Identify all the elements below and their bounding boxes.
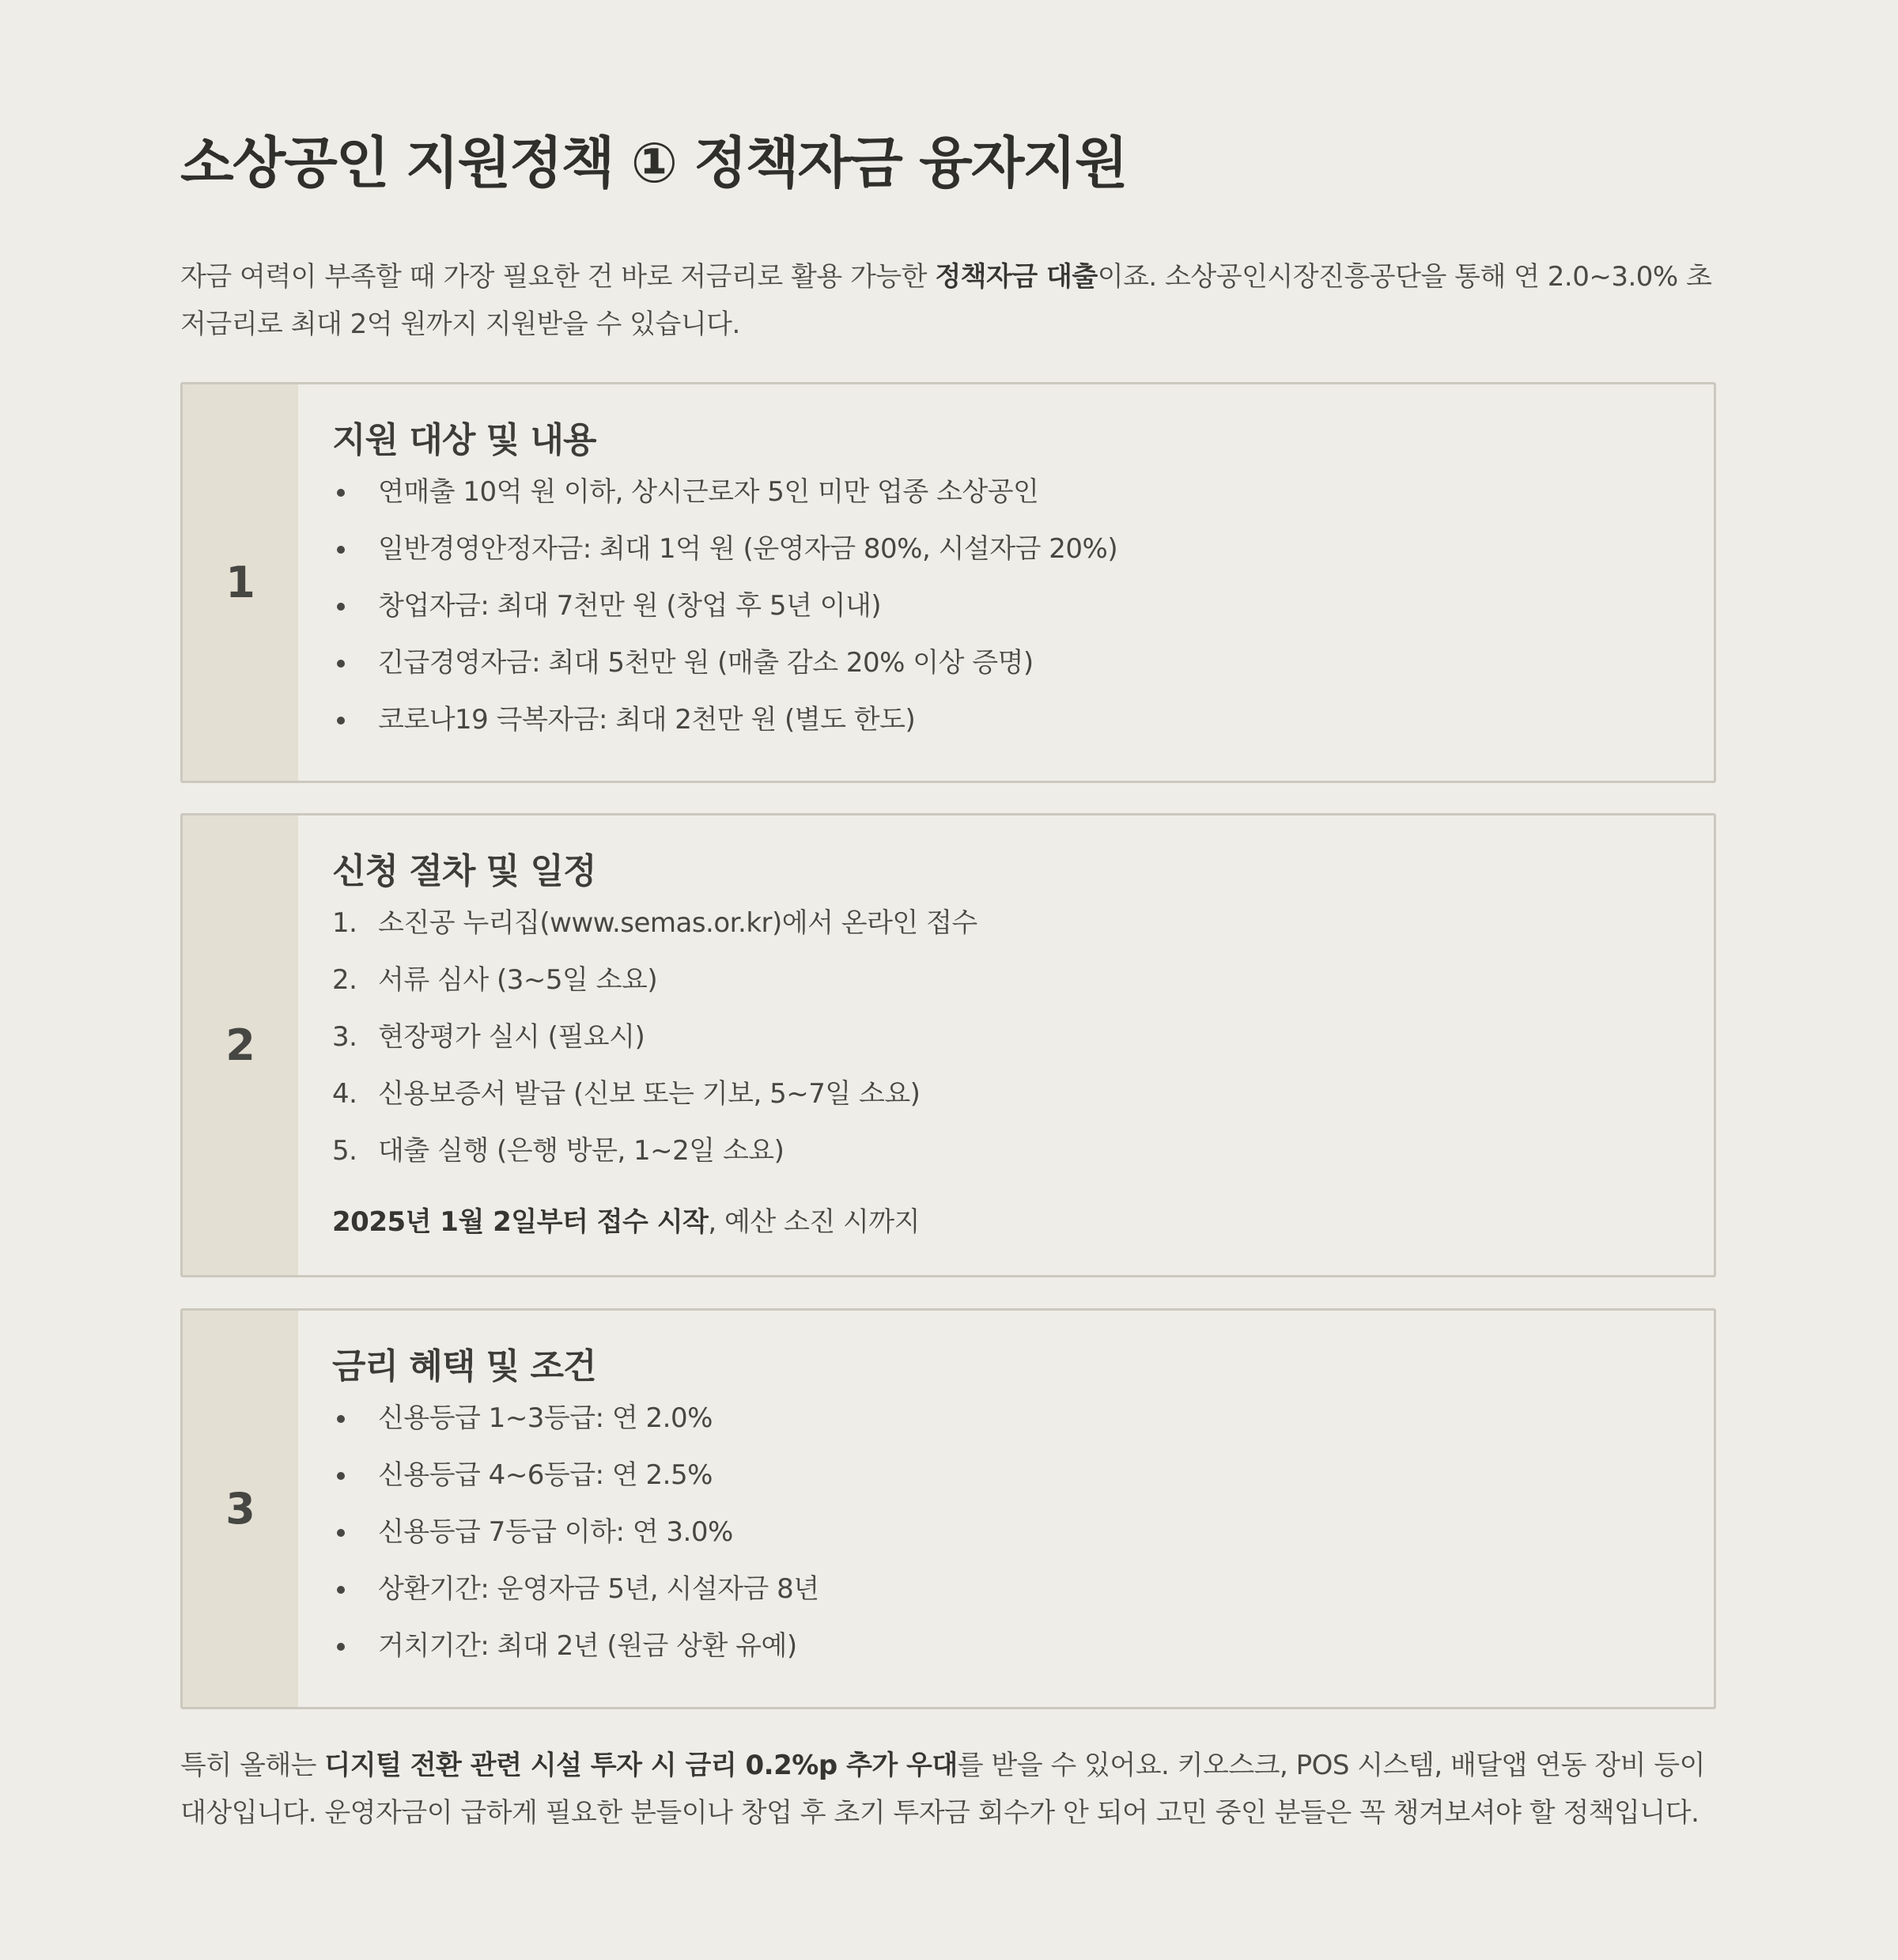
section-number: 2 — [183, 815, 298, 1275]
outro-text: 특히 올해는 — [180, 1750, 325, 1781]
intro-paragraph — [180, 253, 1721, 348]
list-item-text: 상환기간: 운영자금 5년, 시설자금 8년 — [378, 1573, 819, 1605]
list-item-text: 신용등급 4~6등급: 연 2.5% — [378, 1459, 713, 1491]
outro-text-continued: 를 받을 수 있어요. 키오스크, POS 시스템, 배달앱 연동 장비 등이 대상입니다. 운영자금이 급하게 필요한 분들이나 창업 후 초기 투자금 회수가 안 되어 고민 중인 분들은 꼭 챙겨보셔야 할 정책입니다. — [180, 1750, 1705, 1829]
step-number: 1. — [332, 907, 357, 939]
list-item-text: 소진공 누리집(www.semas.or.kr)에서 온라인 접수 — [378, 907, 977, 939]
bullet-icon — [337, 660, 345, 668]
bullet-icon — [337, 603, 345, 611]
list-item — [332, 1122, 977, 1179]
list-item — [332, 1618, 819, 1674]
bullet-icon — [337, 1643, 345, 1651]
outro-emphasis: 디지털 전환 관련 시설 투자 시 금리 0.2%p 추가 우대 — [324, 1750, 958, 1781]
list-item-text: 신용보증서 발급 (신보 또는 기보, 5~7일 소요) — [378, 1078, 921, 1110]
list-item — [332, 634, 1117, 691]
section-card-application-process — [180, 813, 1716, 1277]
list-item — [332, 952, 977, 1008]
list-item — [332, 464, 1117, 520]
bullet-icon — [337, 1529, 345, 1537]
list-item — [332, 1390, 819, 1447]
schedule-note-text: , 예산 소진 시까지 — [708, 1206, 921, 1238]
list-item-text: 긴급경영자금: 최대 5천만 원 (매출 감소 20% 이상 증명) — [378, 647, 1034, 679]
numbered-list — [332, 895, 977, 1179]
intro-emphasis: 정책자금 대출 — [935, 261, 1098, 293]
section-card-interest-benefits — [180, 1308, 1716, 1709]
list-item-text: 서류 심사 (3~5일 소요) — [378, 964, 658, 996]
bullet-icon — [337, 1472, 345, 1480]
schedule-note — [332, 1198, 920, 1246]
list-item — [332, 1504, 819, 1561]
list-item — [332, 520, 1117, 577]
bullet-icon — [337, 489, 345, 497]
list-item-text: 대출 실행 (은행 방문, 1~2일 소요) — [378, 1135, 785, 1167]
list-item-text: 창업자금: 최대 7천만 원 (창업 후 5년 이내) — [378, 590, 882, 622]
list-item-text: 신용등급 7등급 이하: 연 3.0% — [378, 1516, 733, 1548]
intro-text: 자금 여력이 부족할 때 가장 필요한 건 바로 저금리로 활용 가능한 — [180, 261, 936, 293]
list-item-text: 신용등급 1~3등급: 연 2.0% — [378, 1402, 713, 1434]
bullet-icon — [337, 1586, 345, 1594]
list-item-text: 연매출 10억 원 이하, 상시근로자 5인 미만 업종 소상공인 — [378, 476, 1039, 508]
list-item — [332, 691, 1117, 748]
step-number: 2. — [332, 964, 357, 996]
list-item — [332, 1447, 819, 1504]
step-number: 4. — [332, 1078, 357, 1110]
list-item-text: 일반경영안정자금: 최대 1억 원 (운영자금 80%, 시설자금 20%) — [378, 533, 1118, 565]
list-item — [332, 1008, 977, 1065]
list-item-text: 현장평가 실시 (필요시) — [378, 1021, 645, 1053]
bullet-list — [332, 464, 1117, 748]
section-heading: 금리 혜택 및 조건 — [332, 1346, 596, 1387]
list-item-text: 코로나19 극복자금: 최대 2천만 원 (별도 한도) — [378, 704, 916, 736]
list-item — [332, 1065, 977, 1122]
section-number: 3 — [183, 1311, 298, 1707]
bullet-list — [332, 1390, 819, 1674]
section-heading: 신청 절차 및 일정 — [332, 851, 596, 891]
intro-text-continued: 이죠. 소상공인시장진흥공단을 통해 연 2.0~3.0% 초저금리로 최대 2억 원까지 지원받을 수 있습니다. — [180, 261, 1712, 340]
schedule-note-emphasis: 2025년 1월 2일부터 접수 시작 — [332, 1206, 709, 1238]
section-number: 1 — [183, 384, 298, 781]
list-item — [332, 1561, 819, 1618]
bullet-icon — [337, 1415, 345, 1423]
step-number: 3. — [332, 1021, 357, 1053]
outro-paragraph — [180, 1742, 1721, 1837]
section-heading: 지원 대상 및 내용 — [332, 420, 596, 460]
bullet-icon — [337, 546, 345, 554]
list-item — [332, 577, 1117, 634]
step-number: 5. — [332, 1135, 357, 1167]
list-item — [332, 895, 977, 952]
section-card-support-target — [180, 382, 1716, 783]
bullet-icon — [337, 717, 345, 725]
page-title: 소상공인 지원정책 ① 정책자금 융자지원 — [180, 131, 1127, 195]
list-item-text: 거치기간: 최대 2년 (원금 상환 유예) — [378, 1630, 797, 1662]
